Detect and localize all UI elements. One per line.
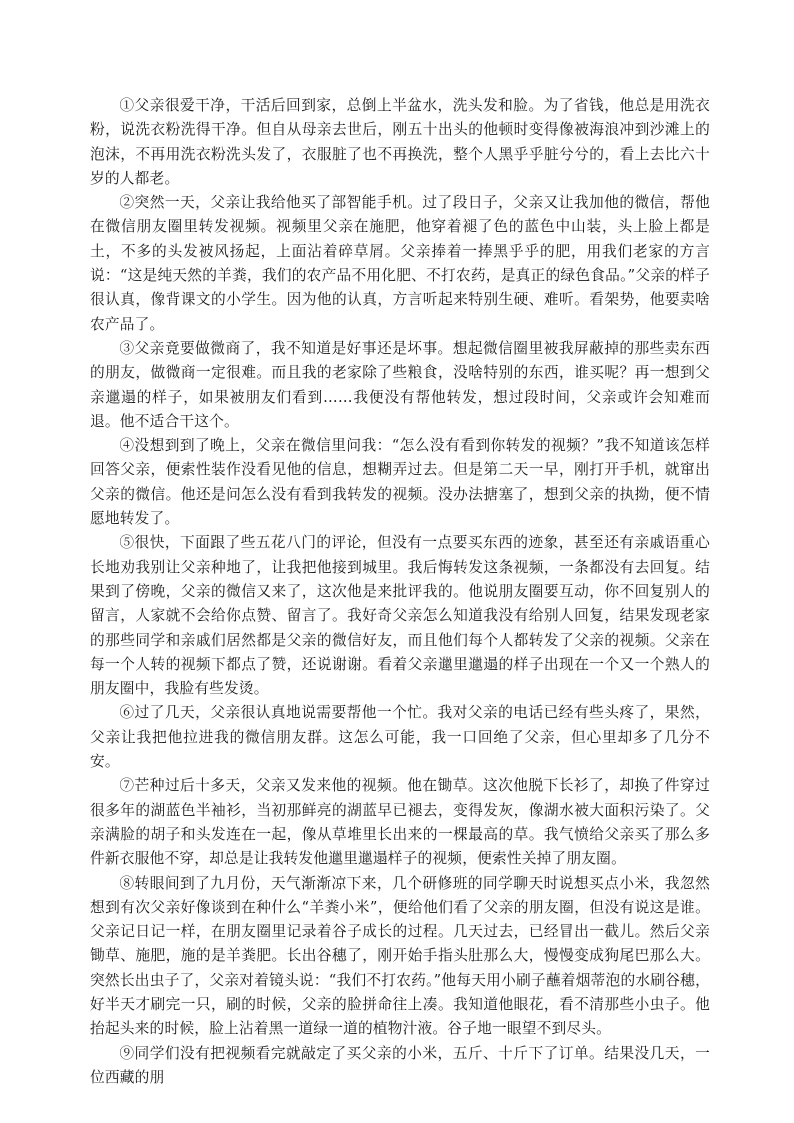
- paragraph-9: ⑨同学们没有把视频看完就敲定了买父亲的小米，五斤、十斤下了订单。结果没几天，一位西藏的朋: [90, 1044, 710, 1086]
- paragraph-2: ②突然一天，父亲让我给他买了部智能手机。过了段日子，父亲又让我加他的微信，帮他在微信朋友圈里转发视频。视频里父亲在施肥，他穿着褪了色的蓝色中山装，头上脸上都是土，不多的头发被风扬起，上面沾着碎草屑。父亲捧着一捧黑乎乎的肥，用我们老家的方言说：“这是纯天然的羊粪，我们的农产品不用化肥、不打农药，是真正的绿色食品。”父亲的样子很认真，像背课文的小学生。因为他的认真，方言听起来特别生硬、难听。看架势，他要卖啥农产品了。: [90, 194, 710, 333]
- paragraph-1: ①父亲很爱干净，干活后回到家，总倒上半盆水，洗头发和脸。为了省钱，他总是用洗衣粉，说洗衣粉洗得干净。但自从母亲去世后，刚五十出头的他顿时变得像被海浪冲到沙滩上的泡沫，不再用洗衣粉洗头发了，衣服脏了也不再换洗，整个人黑乎乎脏兮兮的，看上去比六十岁的人都老。: [90, 97, 710, 187]
- paragraph-3: ③父亲竟要做微商了，我不知道是好事还是坏事。想起微信圈里被我屏蔽掉的那些卖东西的朋友，做微商一定很难。而且我的老家除了些粮食，没啥特别的东西，谁买呢？再一想到父亲邋遢的样子，如果被朋友们看到……我便没有帮他转发，想过段时间，父亲或许会知难而退。他不适合干这个。: [90, 339, 710, 430]
- paragraph-5: ⑤很快，下面跟了些五花八门的评论，但没有一点要买东西的迹象，甚至还有亲戚语重心长地劝我别让父亲种地了，让我把他接到城里。我后悔转发这条视频，一条都没有去回复。结果到了傍晚，父亲的微信又来了，这次他是来批评我的。他说朋友圈要互动，你不回复别人的留言，人家就不会给你点赞、留言了。我好奇父亲怎么知道我没有给别人回复，结果发现老家的那些同学和亲戚们居然都是父亲的微信好友，而且他们每个人都转发了父亲的视频。父亲在每一个人转的视频下都点了赞，还说谢谢。看着父亲邋里邋遢的样子出现在一个又一个熟人的朋友圈中，我脸有些发烫。: [90, 534, 710, 698]
- paragraph-6: ⑥过了几天，父亲很认真地说需要帮他一个忙。我对父亲的电话已经有些头疼了，果然，父亲让我把他拉进我的微信朋友群。这怎么可能，我一口回绝了父亲，但心里却多了几分不安。: [90, 704, 710, 771]
- paragraph-8: ⑧转眼间到了九月份，天气渐渐凉下来，几个研修班的同学聊天时说想买点小米，我忽然想到有次父亲好像谈到在种什么“羊粪小米”，便给他们看了父亲的朋友圈，但没有说这是谁。父亲记日记一样，在朋友圈里记录着谷子成长的过程。几天过去，已经冒出一截儿。然后父亲锄草、施肥，施的是羊粪肥。长出谷穗了，刚开始手指头肚那么大，慢慢变成狗尾巴那么大。突然长出虫子了，父亲对着镜头说：“我们不打农药。”他每天用小刷子蘸着烟蒂泡的水刷谷穗，好半天才刷完一只，刷的时候，父亲的脸拼命往上凑。我知道他眼花，看不清那些小虫子。他抬起头来的时候，脸上沾着黑一道绿一道的植物汁液。谷子地一眼望不到尽头。: [90, 874, 710, 1038]
- paragraph-4: ④没想到到了晚上，父亲在微信里问我：“怎么没有看到你转发的视频？”我不知道该怎样回答父亲，便索性装作没看见他的信息，想糊弄过去。但是第二天一早，刚打开手机，就窜出父亲的微信。他还是问怎么没有看到我转发的视频。没办法搪塞了，想到父亲的执拗，便不情愿地转发了。: [90, 437, 710, 528]
- paragraph-7: ⑦芒种过后十多天，父亲又发来他的视频。他在锄草。这次他脱下长衫了，却换了件穿过很多年的湖蓝色半袖衫，当初那鲜亮的湖蓝早已褪去，变得发灰，像湖水被大面积污染了。父亲满脸的胡子和头发连在一起，像从草堆里长出来的一棵最高的草。我气愤给父亲买了那么多件新衣服他不穿，却总是让我转发他邋里邋遢样子的视频，便索性关掉了朋友圈。: [90, 777, 710, 868]
- article-body: [90, 94, 710, 1090]
